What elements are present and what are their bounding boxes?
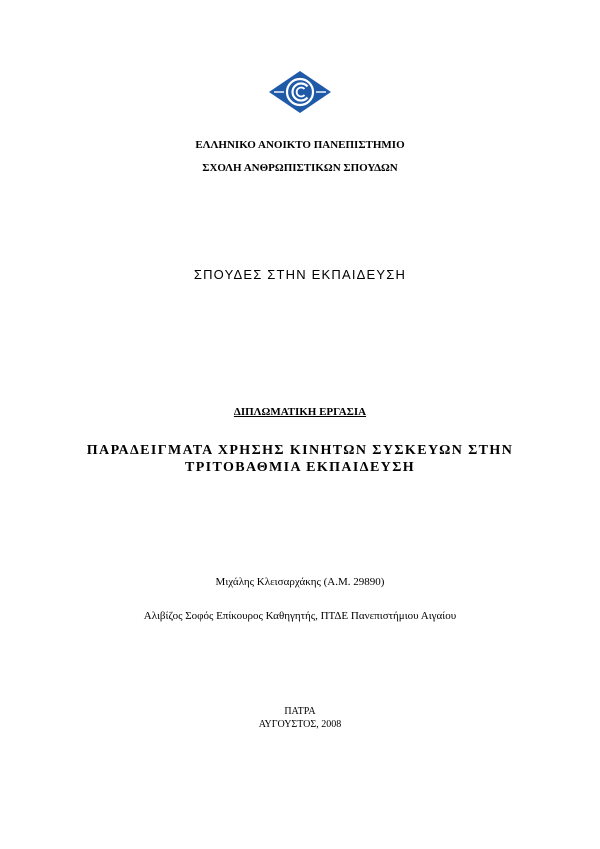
city: ΠΑΤΡΑ xyxy=(284,706,316,717)
thesis-title-line-1: ΠΑΡΑΔΕΙΓΜΑΤΑ ΧΡΗΣΗΣ ΚΙΝΗΤΩΝ ΣΥΣΚΕΥΩΝ ΣΤΗΝ xyxy=(86,443,514,458)
thesis-type: ΔΙΠΛΩΜΑΤΙΚΗ ΕΡΓΑΣΙΑ xyxy=(233,406,367,418)
university-name: ΕΛΛΗΝΙΚΟ ΑΝΟΙΚΤΟ ΠΑΝΕΠΙΣΤΗΜΙΟ xyxy=(195,139,405,151)
supervisor-name: Αλιβίζος Σοφός Επίκουρος Καθηγητής, ΠΤΔΕ Πανεπιστήμιου Αιγαίου xyxy=(143,610,457,622)
university-logo-icon xyxy=(268,70,332,114)
thesis-title-line-2: ΤΡΙΤΟΒΑΘΜΙΑ ΕΚΠΑΙΔΕΥΣΗ xyxy=(184,460,416,475)
date: ΑΥΓΟΥΣΤΟΣ, 2008 xyxy=(258,719,342,730)
author-name: Μιχάλης Κλεισαρχάκης (Α.Μ. 29890) xyxy=(215,576,385,588)
school-name: ΣΧΟΛΗ ΑΝΘΡΩΠΙΣΤΙΚΩΝ ΣΠΟΥΔΩΝ xyxy=(202,162,398,174)
program-name: ΣΠΟΥΔΕΣ ΣΤΗΝ ΕΚΠΑΙΔΕΥΣΗ xyxy=(193,267,407,282)
